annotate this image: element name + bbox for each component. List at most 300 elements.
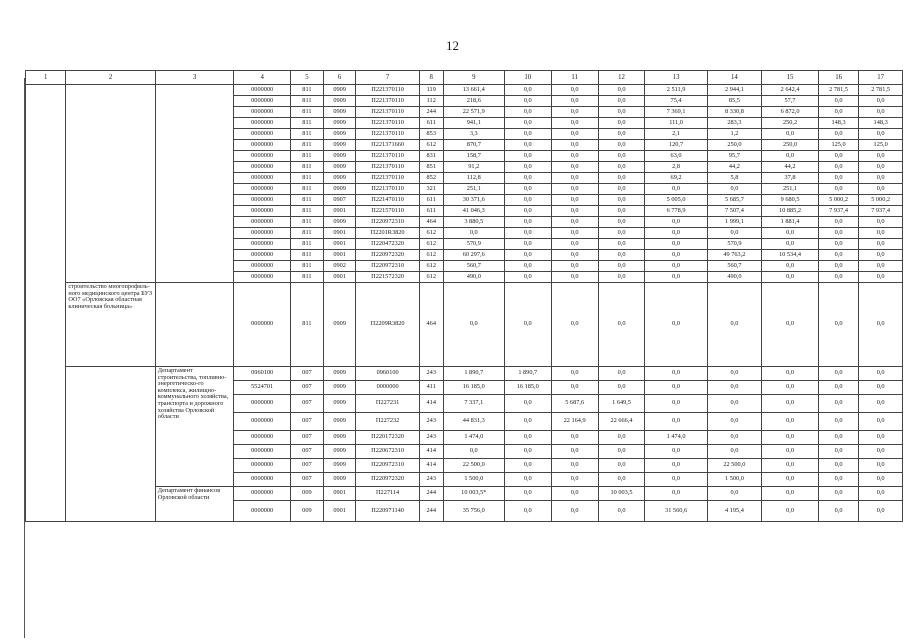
table-cell: 0,0	[859, 473, 903, 487]
table-cell: 0,0	[598, 367, 645, 381]
table-cell: 2 781,5	[818, 85, 858, 96]
table-cell: 0,0	[443, 283, 504, 367]
table-row	[26, 283, 903, 367]
table-cell: 7 937,4	[859, 206, 903, 217]
table-cell: 0,0	[551, 272, 598, 283]
table-cell: 0909	[323, 217, 356, 228]
table-cell: 0,0	[598, 162, 645, 173]
table-cell: 007	[291, 367, 324, 381]
table-cell: 2 642,4	[762, 85, 819, 96]
table-cell: 0,0	[551, 162, 598, 173]
table-cell: 0,0	[645, 413, 707, 431]
table-cell: 0909	[323, 151, 356, 162]
table-cell: 612	[419, 250, 443, 261]
table-cell: 0,0	[762, 413, 819, 431]
table-cell: 0,0	[762, 151, 819, 162]
table-cell: 5 005,0	[645, 195, 707, 206]
table-cell: 22 666,4	[598, 413, 645, 431]
table-cell: 0,0	[551, 129, 598, 140]
table-cell: 0000000	[234, 413, 291, 431]
table-cell: 5 685,7	[707, 195, 762, 206]
table-cell: 0,0	[598, 272, 645, 283]
table-cell: 0,0	[645, 250, 707, 261]
table-cell: 0,0	[707, 228, 762, 239]
table-cell: 0,0	[551, 381, 598, 395]
table-cell: 0,0	[551, 206, 598, 217]
table-cell: 5 000,2	[818, 195, 858, 206]
table-cell: 0,0	[859, 151, 903, 162]
table-cell: П221370110	[356, 129, 419, 140]
table-cell: 0,0	[504, 184, 551, 195]
header-cell: 17	[859, 71, 903, 85]
table-cell: 44 831,3	[443, 413, 504, 431]
table-cell: 0,0	[598, 217, 645, 228]
table-row	[26, 487, 903, 501]
header-cell: 14	[707, 71, 762, 85]
table-cell: 0000000	[234, 140, 291, 151]
table-cell: 0909	[323, 459, 356, 473]
table-cell: 0,0	[504, 140, 551, 151]
table-cell: 0,0	[762, 395, 819, 413]
table-cell: 0,0	[504, 217, 551, 228]
table-cell: 0,0	[818, 107, 858, 118]
table-cell: 0,0	[818, 501, 858, 522]
table-cell: 0,0	[859, 129, 903, 140]
table-cell: 0,0	[645, 473, 707, 487]
table-cell: 0,0	[598, 261, 645, 272]
table-cell: 0,0	[859, 107, 903, 118]
table-cell: 0,0	[598, 250, 645, 261]
table-cell: 0,0	[551, 151, 598, 162]
table-cell: 125,0	[859, 140, 903, 151]
table-cell: 0,0	[762, 239, 819, 250]
header-cell: 16	[818, 71, 858, 85]
table-cell: 0901	[323, 487, 356, 501]
table-cell: 85,5	[707, 96, 762, 107]
table-cell: 0,0	[859, 395, 903, 413]
table-cell: 0,0	[645, 459, 707, 473]
blank-col-2	[66, 367, 155, 522]
table-cell: 0,0	[504, 107, 551, 118]
table-cell: П2209R3820	[356, 283, 419, 367]
table-cell: 60 297,6	[443, 250, 504, 261]
table-cell: 8 330,8	[707, 107, 762, 118]
table-cell: 0,0	[818, 173, 858, 184]
table-cell: 0000000	[234, 459, 291, 473]
table-cell: 570,9	[443, 239, 504, 250]
table-cell: 0,0	[504, 250, 551, 261]
table-cell: 5,8	[707, 173, 762, 184]
table-cell: 0000000	[234, 206, 291, 217]
table-cell: 2 511,9	[645, 85, 707, 96]
table-cell: 158,7	[443, 151, 504, 162]
table-cell: 1 500,0	[707, 473, 762, 487]
table-cell: 0,0	[762, 431, 819, 445]
table-cell: 0909	[323, 413, 356, 431]
table-cell: 0000000	[234, 129, 291, 140]
table-cell: 0000000	[234, 228, 291, 239]
table-cell: 0,0	[818, 381, 858, 395]
table-cell: П221470110	[356, 195, 419, 206]
table-cell: 0,0	[504, 413, 551, 431]
table-cell: 464	[419, 217, 443, 228]
table-row	[26, 367, 903, 381]
table-cell: П220971140	[356, 501, 419, 522]
table-cell: 0907	[323, 195, 356, 206]
table-cell: 0,0	[551, 501, 598, 522]
table-cell: 414	[419, 395, 443, 413]
table-cell: 0,0	[762, 367, 819, 381]
table-cell: П221370110	[356, 162, 419, 173]
table-cell: 0901	[323, 250, 356, 261]
table-cell: П221370110	[356, 85, 419, 96]
table-cell: 0,0	[598, 283, 645, 367]
table-cell: 2 781,5	[859, 85, 903, 96]
table-cell: 811	[291, 151, 324, 162]
table-cell: 0909	[323, 445, 356, 459]
table-cell: П2201R3820	[356, 228, 419, 239]
table-cell: 0,0	[645, 228, 707, 239]
table-cell: 414	[419, 445, 443, 459]
table-cell: 007	[291, 413, 324, 431]
table-cell: 7 369,1	[645, 107, 707, 118]
table-cell: 0,0	[504, 195, 551, 206]
table-cell: 0,0	[859, 283, 903, 367]
table-cell: 0,0	[504, 445, 551, 459]
table-cell: 0,0	[504, 129, 551, 140]
table-cell: 0,0	[645, 261, 707, 272]
table-cell: 811	[291, 239, 324, 250]
table-cell: П221370110	[356, 107, 419, 118]
table-cell: 0,0	[818, 283, 858, 367]
table-cell: 0,0	[551, 96, 598, 107]
table-cell: 0,0	[818, 184, 858, 195]
table-cell: 831	[419, 151, 443, 162]
table-cell: 811	[291, 250, 324, 261]
table-cell: 0,0	[859, 272, 903, 283]
table-cell: 851	[419, 162, 443, 173]
table-cell: 0,0	[598, 173, 645, 184]
header-cell: 12	[598, 71, 645, 85]
table-cell: 1 474,0	[645, 431, 707, 445]
table-cell: 0909	[323, 96, 356, 107]
table-cell: 0,0	[551, 173, 598, 184]
table-cell: 0000000	[234, 239, 291, 250]
table-cell: 0,0	[551, 184, 598, 195]
table-cell: 611	[419, 118, 443, 129]
table-cell: 560,7	[443, 261, 504, 272]
header-cell: 5	[291, 71, 324, 85]
table-cell: 1 649,5	[598, 395, 645, 413]
table-cell: 0,0	[818, 473, 858, 487]
table-cell: 5 000,2	[859, 195, 903, 206]
table-cell: П221370110	[356, 118, 419, 129]
table-cell: 0,0	[598, 140, 645, 151]
table-cell: 0,0	[598, 129, 645, 140]
table-cell: 0,0	[859, 250, 903, 261]
table-cell: 148,3	[818, 118, 858, 129]
table-cell: 0,0	[859, 173, 903, 184]
table-cell: 44,2	[762, 162, 819, 173]
table-cell: 7 507,4	[707, 206, 762, 217]
table-cell: 612	[419, 272, 443, 283]
table-cell: 009	[291, 487, 324, 501]
table-cell: 811	[291, 206, 324, 217]
table-cell: 941,1	[443, 118, 504, 129]
table-cell: 0,0	[598, 473, 645, 487]
table-cell: 0,0	[818, 250, 858, 261]
table-cell: 811	[291, 118, 324, 129]
table-cell: 0909	[323, 473, 356, 487]
table-cell: 490,0	[443, 272, 504, 283]
table-cell: 0909	[323, 367, 356, 381]
table-cell: 0909	[323, 162, 356, 173]
header-cell: 10	[504, 71, 551, 85]
table-cell: 0909	[323, 85, 356, 96]
table-cell: 0,0	[818, 367, 858, 381]
table-cell: 1 999,1	[707, 217, 762, 228]
header-cell: 11	[551, 71, 598, 85]
table-cell: 0,0	[859, 239, 903, 250]
table-cell: 811	[291, 107, 324, 118]
header-cell: 6	[323, 71, 356, 85]
table-cell: 0,0	[859, 487, 903, 501]
table-cell: 0,0	[859, 184, 903, 195]
table-cell: 0,0	[551, 431, 598, 445]
table-cell: 0,0	[598, 96, 645, 107]
table-cell: 0,0	[598, 381, 645, 395]
table-cell: 0000000	[234, 261, 291, 272]
table-cell: П221370110	[356, 173, 419, 184]
table-cell: 0901	[323, 206, 356, 217]
table-cell: 0909	[323, 140, 356, 151]
table-cell: 0000000	[234, 107, 291, 118]
table-cell: 0000000	[234, 272, 291, 283]
table-cell: 0000000	[234, 501, 291, 522]
table-cell: 007	[291, 459, 324, 473]
table-cell: 0,0	[818, 261, 858, 272]
table-cell: 0,0	[818, 151, 858, 162]
table-cell: 0,0	[818, 228, 858, 239]
table-cell: 570,9	[707, 239, 762, 250]
table-cell: 0960100	[234, 367, 291, 381]
table-cell: 0909	[323, 184, 356, 195]
table-cell: 0000000	[234, 250, 291, 261]
table-cell: 0,0	[598, 431, 645, 445]
table-cell: 13 661,4	[443, 85, 504, 96]
table-cell: 0,0	[598, 206, 645, 217]
header-cell: 4	[234, 71, 291, 85]
table-cell: 321	[419, 184, 443, 195]
table-cell: 464	[419, 283, 443, 367]
table-cell: 007	[291, 473, 324, 487]
table-cell: 243	[419, 473, 443, 487]
table-cell: П220172320	[356, 431, 419, 445]
table-cell: 9 680,5	[762, 195, 819, 206]
table-cell: 0,0	[598, 239, 645, 250]
table-cell: 1 881,4	[762, 217, 819, 228]
table-cell: 244	[419, 107, 443, 118]
table-cell: 243	[419, 413, 443, 431]
table-cell: 0,0	[551, 140, 598, 151]
table-cell: 0,0	[859, 413, 903, 431]
table-cell: 611	[419, 206, 443, 217]
table-cell: П220972310	[356, 459, 419, 473]
table-cell: 007	[291, 381, 324, 395]
table-cell: 251,1	[443, 184, 504, 195]
table-cell: 0000000	[234, 96, 291, 107]
header-cell: 2	[66, 71, 155, 85]
table-cell: 0,0	[818, 445, 858, 459]
table-cell: 41 046,3	[443, 206, 504, 217]
table-cell: 0,0	[551, 107, 598, 118]
header-cell: 8	[419, 71, 443, 85]
table-cell: 0,0	[818, 272, 858, 283]
table-cell: 853	[419, 129, 443, 140]
table-cell: П221572320	[356, 272, 419, 283]
table-cell: 0,0	[859, 217, 903, 228]
header-cell: 1	[26, 71, 66, 85]
table-cell: 0000000	[234, 118, 291, 129]
table-cell: 10 003,5*	[443, 487, 504, 501]
header-cell: 9	[443, 71, 504, 85]
table-cell: 0909	[323, 431, 356, 445]
table-cell: 0,0	[645, 381, 707, 395]
table-cell: П221371660	[356, 140, 419, 151]
table-cell: 0,0	[504, 261, 551, 272]
table-cell: 0,0	[762, 129, 819, 140]
table-cell: 0000000	[234, 217, 291, 228]
table-cell: 243	[419, 431, 443, 445]
table-cell: 0,0	[504, 228, 551, 239]
table-cell: 0000000	[234, 151, 291, 162]
table-cell: 283,3	[707, 118, 762, 129]
table-cell: 0,0	[818, 459, 858, 473]
table-cell: 243	[419, 367, 443, 381]
blank-col-3	[155, 85, 234, 283]
table-cell: 63,0	[645, 151, 707, 162]
table-cell: 0909	[323, 107, 356, 118]
table-cell: П220972320	[356, 473, 419, 487]
table-cell: П221370110	[356, 184, 419, 195]
table-cell: 612	[419, 261, 443, 272]
table-cell: 0,0	[859, 501, 903, 522]
table-cell: П227232	[356, 413, 419, 431]
table-cell: 30 371,6	[443, 195, 504, 206]
table-cell: 0960100	[356, 367, 419, 381]
table-cell: 411	[419, 381, 443, 395]
table-cell: 811	[291, 85, 324, 96]
table-cell: 0,0	[645, 487, 707, 501]
table-cell: 57,7	[762, 96, 819, 107]
table-cell: 0,0	[443, 445, 504, 459]
table-cell: 0,0	[818, 395, 858, 413]
table-cell: 007	[291, 395, 324, 413]
table-cell: 811	[291, 173, 324, 184]
table-cell: 0,0	[551, 487, 598, 501]
table-cell: 0,0	[551, 217, 598, 228]
blank-col-3	[155, 283, 234, 367]
table-cell: П220672310	[356, 445, 419, 459]
table-cell: П220472320	[356, 239, 419, 250]
table-cell: 16 185,0	[443, 381, 504, 395]
table-cell: П221370110	[356, 151, 419, 162]
blank-col-2	[66, 85, 155, 283]
table-cell: 244	[419, 487, 443, 501]
table-cell: 7 337,1	[443, 395, 504, 413]
table-cell: 0909	[323, 395, 356, 413]
table-cell: П221570110	[356, 206, 419, 217]
table-cell: 560,7	[707, 261, 762, 272]
table-cell: 1 474,0	[443, 431, 504, 445]
table-cell: 0,0	[598, 195, 645, 206]
table-cell: 0,0	[707, 184, 762, 195]
table-cell: 0,0	[762, 381, 819, 395]
table-cell: 0,0	[504, 283, 551, 367]
department-finance-description: Департамент финансов Орловской области	[155, 487, 234, 522]
table-cell: 0,0	[818, 129, 858, 140]
table-cell: 0,0	[859, 96, 903, 107]
table-cell: 811	[291, 129, 324, 140]
table-cell: 0,0	[551, 445, 598, 459]
table-cell: 0,0	[504, 118, 551, 129]
table-cell: 0,0	[645, 272, 707, 283]
table-cell: 0902	[323, 261, 356, 272]
table-cell: 0,0	[598, 151, 645, 162]
page-number: 12	[446, 38, 459, 53]
table-cell: 35 756,0	[443, 501, 504, 522]
header-row	[26, 71, 903, 85]
table-cell: 0,0	[598, 184, 645, 195]
table-cell: 611	[419, 195, 443, 206]
table-cell: 0,0	[551, 473, 598, 487]
table-cell: 0,0	[818, 487, 858, 501]
table-cell: 0,0	[818, 162, 858, 173]
table-cell: 250,0	[762, 140, 819, 151]
table-cell: 44,2	[707, 162, 762, 173]
table-cell: 0000000	[234, 395, 291, 413]
table-cell: 0,0	[504, 395, 551, 413]
budget-table	[25, 70, 903, 522]
table-cell: 16 185,0	[504, 381, 551, 395]
table-cell: П221370110	[356, 96, 419, 107]
table-cell: 0901	[323, 239, 356, 250]
header-cell: 13	[645, 71, 707, 85]
table-cell: 0,0	[818, 413, 858, 431]
table-cell: 0,0	[762, 261, 819, 272]
table-cell: 0,0	[859, 367, 903, 381]
table-cell: 1 890,7	[504, 367, 551, 381]
table-cell: 0,0	[645, 395, 707, 413]
table-cell: 811	[291, 96, 324, 107]
table-cell: 0901	[323, 228, 356, 239]
table-cell: 0,0	[707, 487, 762, 501]
header-cell: 7	[356, 71, 419, 85]
table-cell: 0,0	[645, 283, 707, 367]
table-cell: 0,0	[551, 239, 598, 250]
table-cell: 612	[419, 140, 443, 151]
table-cell: 0,0	[551, 367, 598, 381]
table-cell: 0,0	[504, 487, 551, 501]
construction-description: строительство многопрофиль-ного медицинского центра БУЗ ОО7 «Орловская областная клиническая больница»	[66, 283, 155, 367]
table-cell: 007	[291, 431, 324, 445]
table-cell: 0,0	[707, 431, 762, 445]
table-cell: 0,0	[551, 228, 598, 239]
table-cell: 0,0	[645, 217, 707, 228]
table-cell: 0,0	[762, 487, 819, 501]
table-cell: 0000000	[234, 487, 291, 501]
table-cell: 0000000	[234, 283, 291, 367]
